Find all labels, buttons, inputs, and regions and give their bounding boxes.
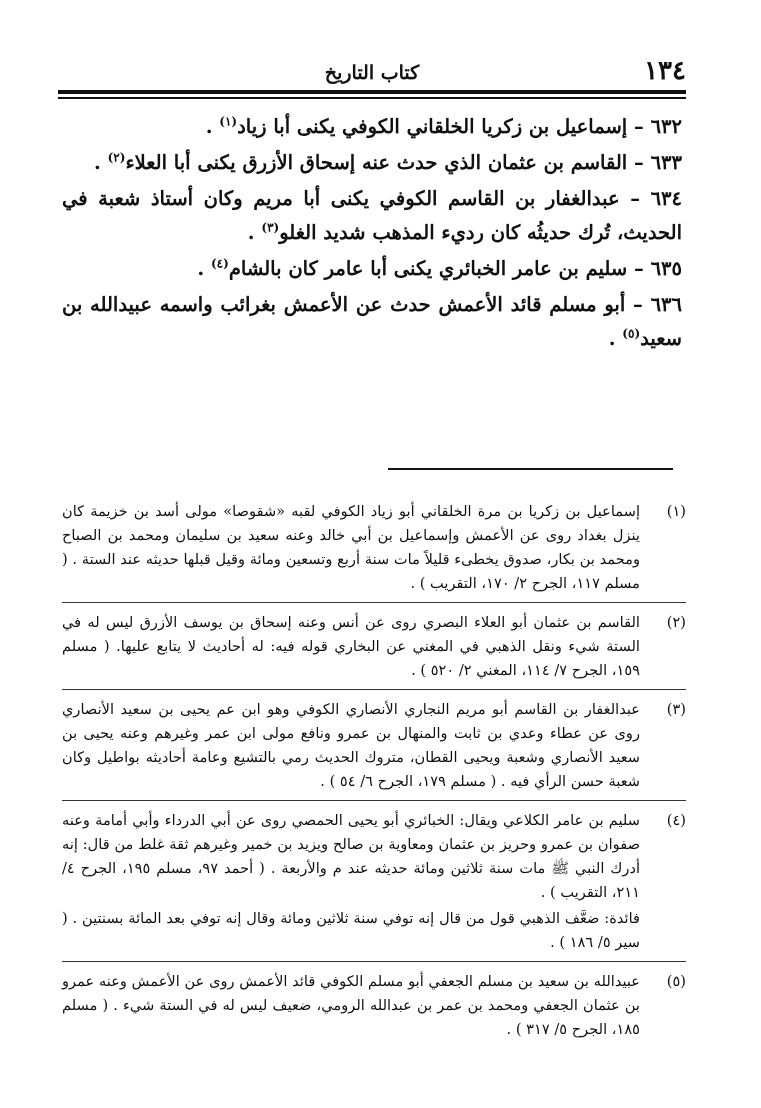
footnote-reference: (٢) bbox=[107, 150, 126, 165]
footnote-2 bbox=[62, 611, 686, 690]
entry-634 bbox=[62, 182, 682, 250]
entry-end: . bbox=[247, 221, 262, 244]
header-rule-thin bbox=[58, 97, 686, 99]
entry-number: ٦٣٤ – bbox=[630, 187, 682, 210]
footnote-separator bbox=[388, 468, 673, 470]
entry-number: ٦٣٢ – bbox=[634, 115, 682, 138]
footnote-text: عبدالغفار بن القاسم أبو مريم النجاري الأنصاري الكوفي وهو ابن عم يحيى بن سعيد الأنصاري روى عن عطاء وعدي بن ثابت والمنهال بن عمرو ونافع مولى ابن عمر وغيرهم وعنه يحيى بن سعيد الأنصاري وشعبة ويحيى القطان، متروك الحديث رمي بالتشيع وعامة أحاديثه بواطيل وكان شعبة حسن الرأي فيه . ( مسلم ١٧٩، الجرح ٦/ ٥٤ ) . bbox=[62, 701, 640, 790]
entry-end: . bbox=[608, 327, 623, 350]
footnote-text: سليم بن عامر الكلاعي ويقال: الخبائري أبو يحيى الحمصي روى عن أبي الدرداء وأبي أمامة وعنه صفوان بن عمرو وحريز بن عثمان ومعاوية بن صالح ويزيد بن خمير وغيرهم ثقة غلط من قال: إنه أدرك النبي ﷺ مات سنة ثلاثين ومائة حديثه عند م والأربعة . ( أحمد ٩٧، مسلم ١٩٥، الجرح ٤/ ٢١١، التقريب ) . bbox=[62, 812, 640, 901]
entry-633 bbox=[62, 146, 682, 180]
footnote-4 bbox=[62, 809, 686, 962]
footnote-3 bbox=[62, 698, 686, 801]
footnote-reference: (١) bbox=[219, 114, 238, 129]
footnote-number: (٥) bbox=[666, 973, 686, 990]
entry-636 bbox=[62, 288, 682, 356]
entry-number: ٦٣٦ – bbox=[633, 293, 682, 316]
entry-text: عبدالغفار بن القاسم الكوفي يكنى أبا مريم وكان أستاذ شعبة في الحديث، تُرك حديثُه كان رديء المذهب شديد الغلو bbox=[62, 187, 682, 244]
entry-text: أبو مسلم قائد الأعمش حدث عن الأعمش بغرائب واسمه عبيدالله بن سعيد bbox=[62, 293, 682, 350]
entry-text: سليم بن عامر الخبائري يكنى أبا عامر كان بالشام bbox=[228, 257, 628, 280]
header-rule-thick bbox=[58, 90, 686, 94]
entry-end: . bbox=[197, 257, 211, 280]
footnote-reference: (٥) bbox=[622, 326, 641, 341]
footnote-reference: (٤) bbox=[210, 256, 229, 271]
footnote-benefit-note: فائدة: ضعَّف الذهبي قول من قال إنه توفي سنة ثلاثين ومائة وقال إنه توفي بعد المائة بسنتين . ( سير ٥/ ١٨٦ ) . bbox=[62, 910, 640, 951]
footnote-number: (١) bbox=[666, 503, 686, 520]
footnotes-section bbox=[62, 500, 686, 1056]
entry-number: ٦٣٥ – bbox=[634, 257, 682, 280]
footnote-text: إسماعيل بن زكريا بن مرة الخلقاني أبو زياد الكوفي لقبه «شقوصا» مولى أسد بن خزيمة كان ينزل بغداد روى عن الأعمش وإسماعيل بن أبي خالد وعنه سعيد بن سليمان ومحمد بن الصباح ومحمد بن بكار، صدوق يخطىء قليلاً مات سنة أربع وتسعين ومائة وقيل قبلها حديثه عند الستة . ( مسلم ١١٧، الجرح ٢/ ١٧٠، التقريب ) . bbox=[62, 503, 640, 592]
entry-number: ٦٣٣ – bbox=[634, 151, 682, 174]
page-header bbox=[58, 56, 686, 86]
footnote-number: (٤) bbox=[666, 812, 686, 829]
main-entries bbox=[62, 110, 682, 358]
footnote-number: (٣) bbox=[666, 701, 686, 718]
running-title: كتاب التاريخ bbox=[324, 62, 420, 84]
footnote-number: (٢) bbox=[666, 614, 686, 631]
entry-end: . bbox=[94, 151, 108, 174]
entry-text: إسماعيل بن زكريا الخلقاني الكوفي يكنى أبا زياد bbox=[237, 115, 628, 138]
footnote-text: القاسم بن عثمان أبو العلاء البصري روى عن أنس وعنه إسحاق بن يوسف الأزرق ليس له في الستة شيء ونقل الذهبي في المغني عن البخاري قوله فيه: له أحاديث لا يتابع عليها. ( مسلم ١٥٩، الجرح ٧/ ١١٤، المغني ٢/ ٥٢٠ ) . bbox=[62, 614, 640, 679]
footnote-5 bbox=[62, 970, 686, 1048]
footnote-1 bbox=[62, 500, 686, 603]
entry-635 bbox=[62, 252, 682, 286]
page-number: ١٣٤ bbox=[644, 56, 686, 86]
entry-end: . bbox=[205, 115, 220, 138]
entry-632 bbox=[62, 110, 682, 144]
footnote-reference: (٣) bbox=[261, 220, 280, 235]
footnote-text: عبيدالله بن سعيد بن مسلم الجعفي أبو مسلم الكوفي قائد الأعمش روى عن الأعمش وعنه عمرو بن عثمان الجعفي ومحمد بن عمر بن عبدالله الرومي، ضعيف ليس له في الستة شيء . ( مسلم ١٨٥، الجرح ٥/ ٣١٧ ) . bbox=[62, 973, 640, 1038]
entry-text: القاسم بن عثمان الذي حدث عنه إسحاق الأزرق يكنى أبا العلاء bbox=[125, 151, 628, 174]
